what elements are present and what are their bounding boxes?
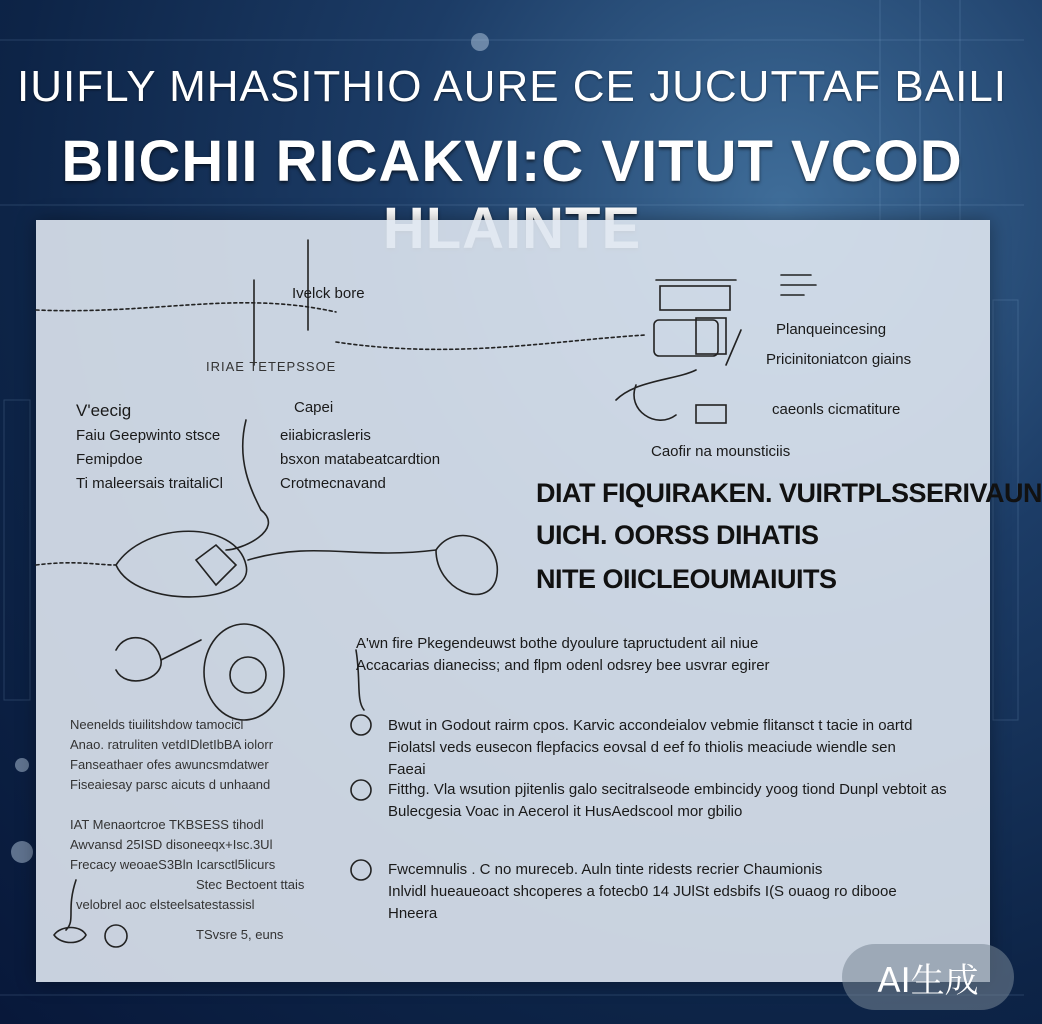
right-label: Pricinitoniatcon giains	[766, 351, 912, 368]
note-line: Frecacy weoaeS3Bln Icarsctl5licurs	[70, 857, 276, 872]
section-heading: DIAT FIQUIRAKEN. VUIRTPLSSERIVAUN	[536, 478, 1042, 508]
note-line: IAT Menaortcroe TKBSESS tihodl	[70, 817, 264, 832]
note-line: Fanseathaer ofes awuncsmdatwer	[70, 757, 269, 772]
headline-line-1: IUIFLY MHASITHIO AURE CE JUCUTTAF BAILI	[16, 62, 1008, 111]
top-left-label-1: Ivelck bore	[292, 285, 365, 302]
note-line: Anao. ratruliten vetdIDletIbBA iolorr	[70, 737, 274, 752]
note-line: Neenelds tiuilitshdow tamocicl	[70, 717, 244, 732]
bullet-line: Inlvidl hueaueoact shcoperes a fotecb0 14 JUlSt edsbifs I(S ouaog ro dibooe	[388, 883, 897, 900]
paragraph-line: Accacarias dianeciss; and flpm odenl odsrey bee usvrar egirer	[356, 657, 770, 674]
left-block-line: Ti maleersais traitaliCl	[76, 475, 223, 492]
mid-block-line: bsxon matabeatcardtion	[280, 451, 441, 468]
paragraph-line: A'wn fire Pkegendeuwst bothe dyoulure tapructudent ail niue	[356, 635, 759, 652]
bullet-line: Fiolatsl veds eusecon flepfacics eovsal d eef fo thiolis meaciude wiendle sen	[388, 739, 896, 756]
note-line: TSvsre 5, euns	[196, 927, 284, 942]
ai-generated-badge: AI生成	[842, 944, 1014, 1010]
section-heading: NITE OIICLEOUMAIUITS	[536, 564, 837, 594]
top-left-label-2: IRIAE TETEPSSOE	[206, 359, 337, 374]
left-block-heading: V'eecig	[76, 401, 132, 420]
bullet-line: Hneera	[388, 905, 438, 922]
bullet-line: Bulecgesia Voac in Aecerol it HusAedscool mor gbilio	[388, 803, 743, 820]
note-line: velobrel aoc elsteelsatestassisl	[76, 897, 255, 912]
right-label: caeonls cicmatiture	[772, 401, 901, 418]
mid-block-line: eiiabicrasleris	[280, 427, 371, 444]
section-heading: UICH. OORSS DIHATIS	[536, 520, 819, 550]
left-block-line: Femipdoe	[76, 451, 143, 468]
note-line: Stec Bectoent ttais	[196, 877, 305, 892]
bullet-line: Fitthg. Vla wsution pjitenlis galo secitralseode embincidy yoog tiond Dunpl vebtoit as	[388, 781, 947, 798]
mid-block-heading: Capei	[294, 399, 334, 416]
note-line: Fiseaiesay parsc aicuts d unhaand	[70, 777, 271, 792]
note-line: Awvansd 25ISD disoneeqx+Isc.3Ul	[70, 837, 273, 852]
left-block-line: Faiu Geepwinto stsce	[76, 427, 221, 444]
bullet-line: Faeai	[388, 761, 426, 778]
bullet-line: Bwut in Godout rairm cpos. Karvic accondeialov vebmie flitansct t tacie in oartd	[388, 717, 913, 734]
right-label: Caofir na mounsticiis	[651, 443, 791, 460]
headline-line-2: BIICHII RICAKVI:C VITUT VCOD	[61, 129, 963, 194]
diagram-panel	[36, 220, 1042, 982]
bullet-line: Fwcemnulis . C no mureceb. Auln tinte ridests recrier Chaumionis	[388, 861, 823, 878]
mid-block-line: Crotmecnavand	[280, 475, 386, 492]
right-label: Planqueincesing	[776, 321, 887, 338]
